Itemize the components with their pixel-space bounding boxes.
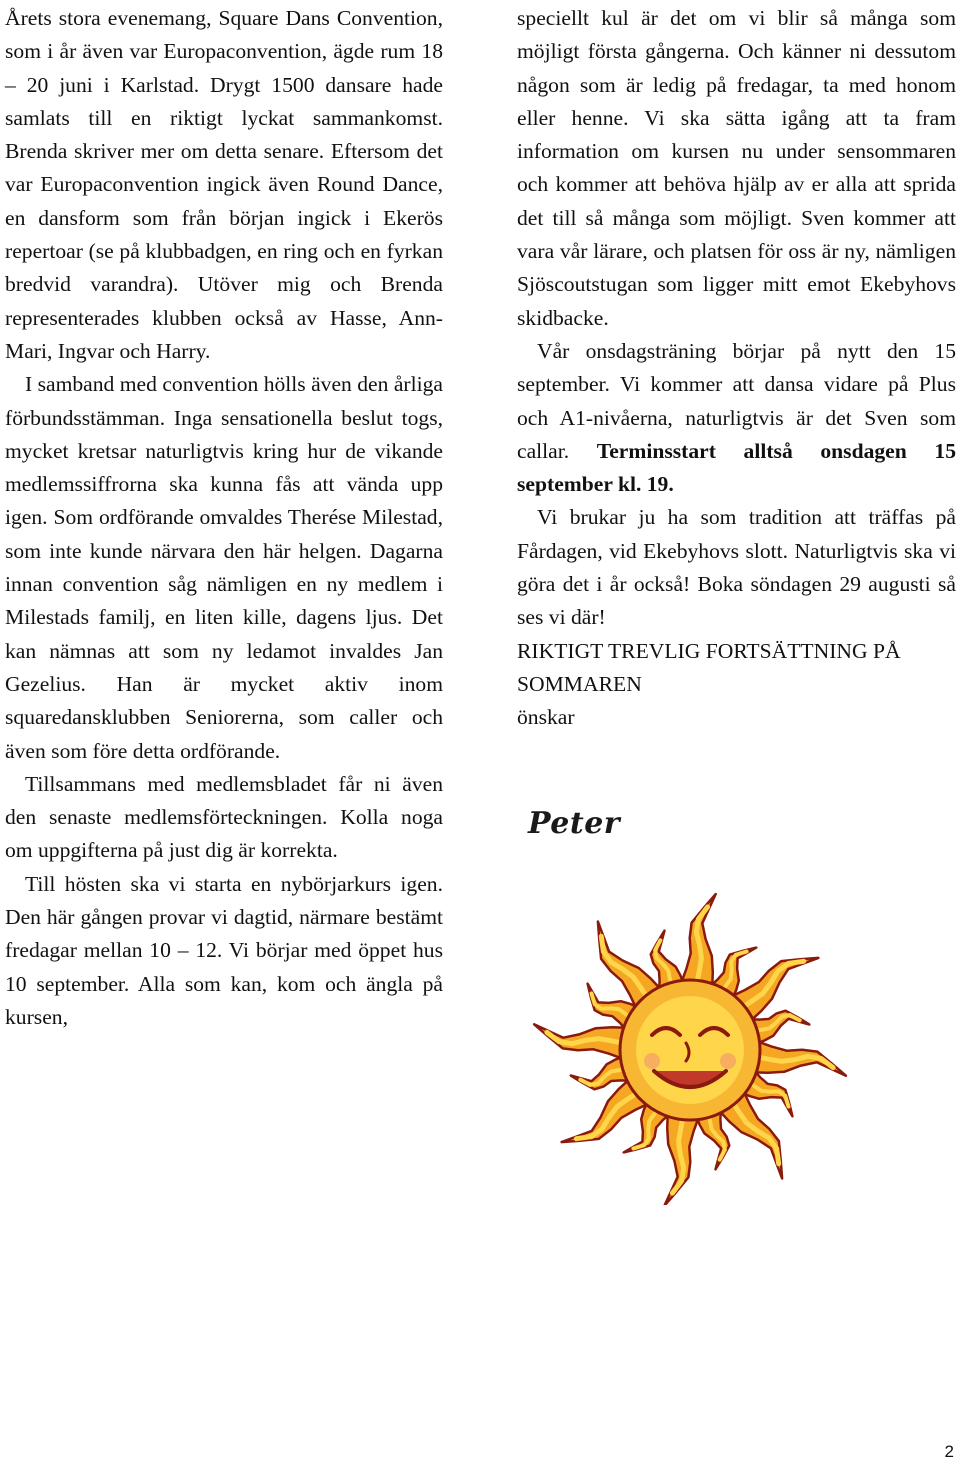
sun-right-cheek bbox=[720, 1053, 736, 1069]
left-column bbox=[5, 2, 443, 1034]
paragraph-nyborjarkurs: Till hösten ska vi starta en nybörjarkurs igen. Den här gången provar vi dagtid, närmare bestämt fredagar mellan 10 – 12. Vi börjar med öppet hus 10 september. Alla som kan, kom och ängla på kursen, bbox=[5, 871, 443, 1029]
paragraph-onsdagstraning bbox=[517, 335, 956, 501]
page-number: 2 bbox=[944, 1442, 954, 1461]
right-column bbox=[517, 2, 956, 735]
paragraph-kurs-fortsattning: speciellt kul är det om vi blir så många som möjligt första gångerna. Och känner ni dessutom någon som är ledig på fredagar, ta med honom eller henne. Vi ska sätta igång att ta fram information om kursen nu under sensommaren och kommer att behöva hjälp av er alla att sprida det till så många som möjligt. Sven kommer att vara vår lärare, och platsen för oss är ny, nämligen Sjöscoutstugan som ligger mitt emot Ekebyhovs skidbacke. bbox=[517, 6, 956, 330]
paragraph-medlemsforteckning: Tillsammans med medlemsbladet får ni även den senaste medlemsförteckningen. Kolla noga om uppgifterna på just dig är korrekta. bbox=[5, 771, 443, 863]
paragraph-convention: Årets stora evenemang, Square Dans Convention, som i år även var Europaconvention, ägde rum 18 – 20 juni i Karlstad. Drygt 1500 dansare hade samlats till en riktigt lyckat sammankomst. Brenda skriver mer om detta senare. Eftersom det var Europaconvention ingick även Round Dance, en dansform som från början ingick i Ekerös repertoar (se på klubbadgen, en ring och en fyrkan bredvid varandra). Utöver mig och Brenda representerades klubben också av Hasse, Ann-Mari, Ingvar och Harry. bbox=[5, 6, 443, 363]
sun-left-cheek bbox=[644, 1053, 660, 1069]
signature: Peter bbox=[528, 806, 621, 841]
paragraph-fardagen: Vi brukar ju ha som tradition att träffas på Fårdagen, vid Ekebyhovs slott. Naturligtvis ska vi göra det i år också! Boka söndagen 29 augusti så ses vi där! bbox=[517, 505, 956, 630]
sun-icon bbox=[524, 885, 850, 1205]
onsdagstraning-text: Vår onsdagsträning börjar på nytt den 15 september. Vi kommer att dansa vidare på Plus och A1-nivåerna, naturligtvis är det Sven som callar. bbox=[517, 338, 956, 463]
paragraph-forbundsstamma: I samband med convention hölls även den årliga förbundsstämman. Inga sensationella beslut togs, mycket kretsar naturligtvis kring hur de vikande medlemssiffrorna ska kunna fås att vända upp igen. Som ordförande omvaldes Therése Milestad, som inte kunde närvara den här helgen. Dagarna innan convention såg nämligen en ny medlem i Milestads familj, en liten kille, dagens ljus. Det kan nämnas att som ny ledamot invaldes Jan Gezelius. Han är mycket aktiv inom squaredansklubben Seniorerna, som caller och även som före detta ordförande. bbox=[5, 372, 443, 763]
terminsstart-bold: Terminsstart alltså onsdagen 15 september kl. 19. bbox=[517, 438, 956, 497]
paragraph-onskar: önskar bbox=[517, 705, 575, 730]
paragraph-greeting: RIKTIGT TREVLIG FORTSÄTTNING PÅ SOMMAREN bbox=[517, 638, 901, 696]
